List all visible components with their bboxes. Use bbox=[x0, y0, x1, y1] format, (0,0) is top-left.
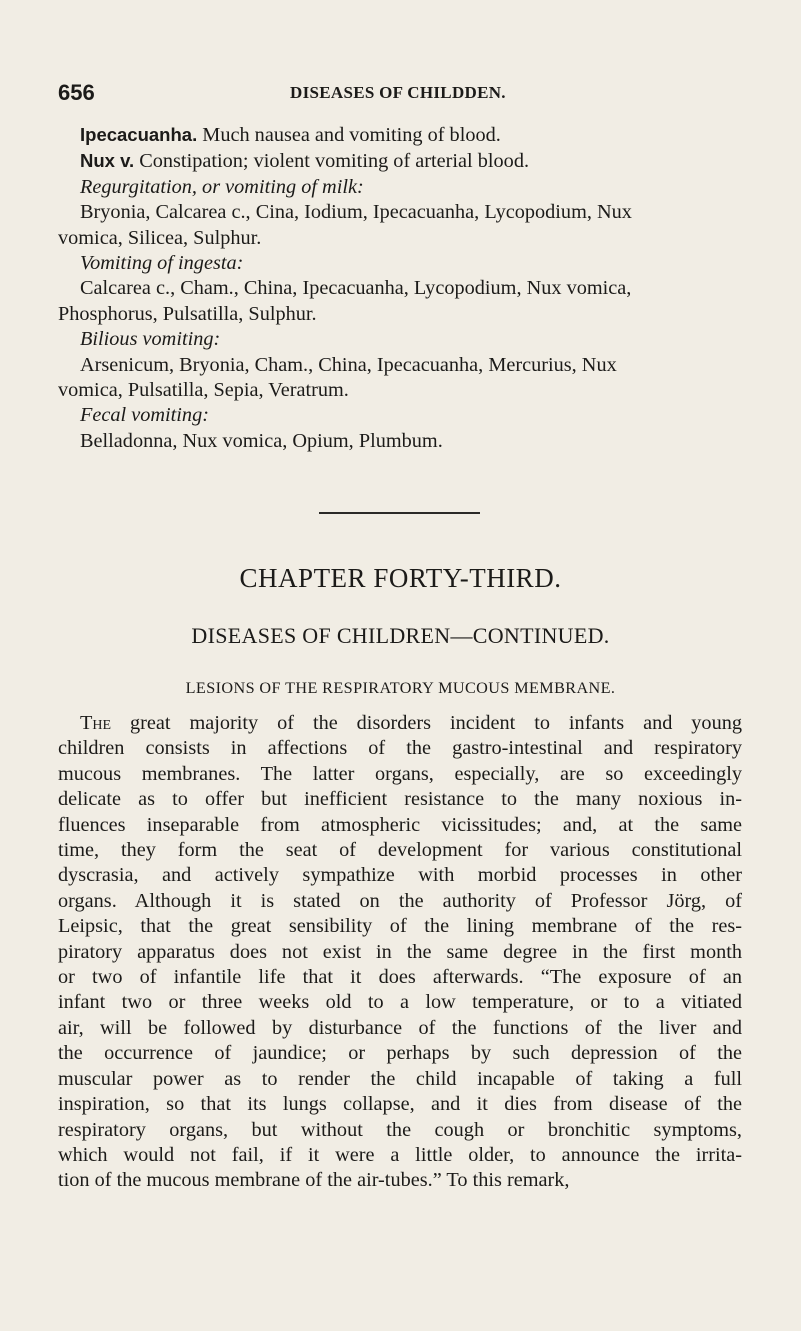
opening-line-text: great majority of the disorders incident to infants and young bbox=[111, 712, 742, 734]
remedy-indication: Constipation; violent vomiting of arterial blood. bbox=[134, 150, 530, 173]
group-heading: Regurgitation, or vomiting of milk: bbox=[80, 175, 364, 198]
paragraph-line: delicate as to offer but inefficient resistance to the many noxious in- bbox=[58, 788, 742, 811]
paragraph-line: inspiration, so that its lungs collapse, and it dies from disease of the bbox=[58, 1093, 742, 1116]
paragraph-line: or two of infantile life that it does afterwards. “The exposure of an bbox=[58, 966, 742, 989]
group-remedies-line: vomica, Silicea, Sulphur. bbox=[58, 226, 262, 249]
paragraph-line: the occurrence of jaundice; or perhaps by such depression of the bbox=[58, 1042, 742, 1065]
group-remedies-line: Belladonna, Nux vomica, Opium, Plumbum. bbox=[80, 429, 443, 452]
group-remedies-line: Phosphorus, Pulsatilla, Sulphur. bbox=[58, 302, 317, 325]
paragraph-line: piratory apparatus does not exist in the same degree in the first month bbox=[58, 940, 742, 963]
chapter-divider-rule bbox=[319, 512, 480, 514]
paragraph-line: which would not fail, if it were a little older, to announce the irrita- bbox=[58, 1143, 742, 1166]
paragraph-line: organs. Although it is stated on the authority of Professor Jörg, of bbox=[58, 889, 742, 912]
paragraph-line: muscular power as to render the child incapable of taking a full bbox=[58, 1067, 742, 1090]
section-heading: LESIONS OF THE RESPIRATORY MUCOUS MEMBRANE. bbox=[185, 679, 616, 697]
running-head bbox=[58, 80, 743, 110]
group-remedies-line: Calcarea c., Cham., China, Ipecacuanha, Lycopodium, Nux vomica, bbox=[80, 277, 632, 300]
remedy-indication: Much nausea and vomiting of blood. bbox=[197, 124, 501, 146]
opening-word: The bbox=[80, 712, 112, 734]
paragraph-line: children consists in affections of the gastro-intestinal and respiratory bbox=[58, 737, 742, 760]
paragraph-line: infant two or three weeks old to a low temperature, or to a vitiated bbox=[58, 991, 742, 1014]
paragraph-line: dyscrasia, and actively sympathize with morbid processes in other bbox=[58, 864, 742, 887]
paragraph-line: mucous membranes. The latter organs, especially, are so exceedingly bbox=[58, 762, 742, 785]
paragraph-line: time, they form the seat of development for various constitutional bbox=[58, 839, 742, 862]
running-title: DISEASES OF CHILDDEN. bbox=[290, 83, 506, 102]
paragraph-line: fluences inseparable from atmospheric vicissitudes; and, at the same bbox=[58, 813, 742, 836]
paragraph-line: tion of the mucous membrane of the air-tubes.” To this remark, bbox=[58, 1169, 570, 1192]
group-remedies-line: Arsenicum, Bryonia, Cham., China, Ipecacuanha, Mercurius, Nux bbox=[80, 353, 617, 376]
remedy-entry-nux-v bbox=[58, 148, 742, 174]
group-remedies-line: vomica, Pulsatilla, Sepia, Veratrum. bbox=[58, 379, 349, 402]
paragraph-line: respiratory organs, but without the cough or bronchitic symptoms, bbox=[58, 1118, 742, 1141]
remedy-entry-ipecacuanha bbox=[58, 122, 742, 148]
group-remedies-line: Bryonia, Calcarea c., Cina, Iodium, Ipecacuanha, Lycopodium, Nux bbox=[80, 201, 632, 224]
paragraph-line: Leipsic, that the great sensibility of the lining membrane of the res- bbox=[58, 915, 742, 938]
remedy-term: Ipecacuanha. bbox=[80, 124, 198, 145]
group-heading: Vomiting of ingesta: bbox=[80, 252, 244, 275]
remedy-list bbox=[58, 122, 742, 454]
paragraph-line: air, will be followed by disturbance of the functions of the liver and bbox=[58, 1016, 742, 1039]
group-heading: Bilious vomiting: bbox=[80, 328, 221, 351]
page-number: 656 bbox=[58, 80, 95, 105]
chapter-heading: CHAPTER FORTY-THIRD. bbox=[239, 563, 562, 593]
body-paragraph bbox=[58, 711, 742, 1194]
group-heading: Fecal vomiting: bbox=[80, 404, 209, 427]
paragraph-line bbox=[58, 711, 742, 736]
chapter-subtitle: DISEASES OF CHILDREN—CONTINUED. bbox=[191, 623, 610, 648]
remedy-term: Nux v. bbox=[80, 150, 135, 172]
